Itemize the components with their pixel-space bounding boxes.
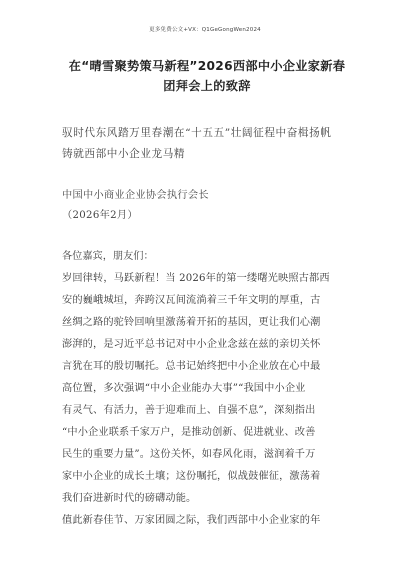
header-note: 更多免费公文+VX：Q1GeGongWen2024 <box>149 27 261 33</box>
body-paragraph-1 <box>62 268 354 510</box>
subtitle-line-2: 铸就西部中小企业龙马精 <box>62 148 186 160</box>
paragraph-line: 澎湃的，是习近平总书记对中小企业念兹在兹的亲切关怀 <box>62 339 321 350</box>
paragraph-line: 有灵气、有活力，善于迎难而上、自强不息”，深刻指出 <box>62 405 316 416</box>
document-subtitle <box>62 123 352 165</box>
greeting: 各位嘉宾，朋友们： <box>62 251 154 262</box>
title-line-2: 团拜会上的致辞 <box>163 79 251 93</box>
paragraph-line: 家中小企业的成长土壤；这份嘱托，似战鼓催征，激荡着 <box>62 471 321 482</box>
paragraph-line: 我们奋进新时代的磅礴动能。 <box>62 493 197 504</box>
paragraph-line: 值此新春佳节、万家团圆之际，我们西部中小企业家的年 <box>62 515 321 526</box>
title-line-1: 在“晴雪聚势策马新程”2026西部中小企业家新春 <box>68 59 346 73</box>
subtitle-line-1: 驭时代东风踏万里春潮在“十五五”壮阔征程中奋楫扬帆 <box>62 127 332 139</box>
speaker-block <box>62 186 352 226</box>
paragraph-line: 民生的重要力量”。这份关怀，如春风化雨，滋润着千万 <box>62 449 316 460</box>
paragraph-line: 丝绸之路的驼铃回响里激荡着开拓的基因，更让我们心潮 <box>62 317 321 328</box>
paragraph-line: 安的巍峨城垣，奔跨汉瓦间流淌着三千年文明的厚重，古 <box>62 295 321 306</box>
speaker-title: 中国中小商业企业协会执行会长 <box>62 190 209 201</box>
paragraph-line: 言犹在耳的殷切嘱托。总书记始终把中小企业放在心中最 <box>62 361 321 372</box>
speech-date: （2026年2月） <box>62 210 138 221</box>
document-title <box>62 56 352 96</box>
paragraph-line: 岁回律转，马跃新程！当 2026年的第一缕曙光映照古都西 <box>62 273 330 284</box>
paragraph-line: “中小企业联系千家万户，是推动创新、促进就业、改善 <box>62 427 316 438</box>
body-paragraph-2 <box>62 510 354 532</box>
paragraph-line: 高位置，多次强调“中小企业能办大事”“我国中小企业 <box>62 383 306 394</box>
